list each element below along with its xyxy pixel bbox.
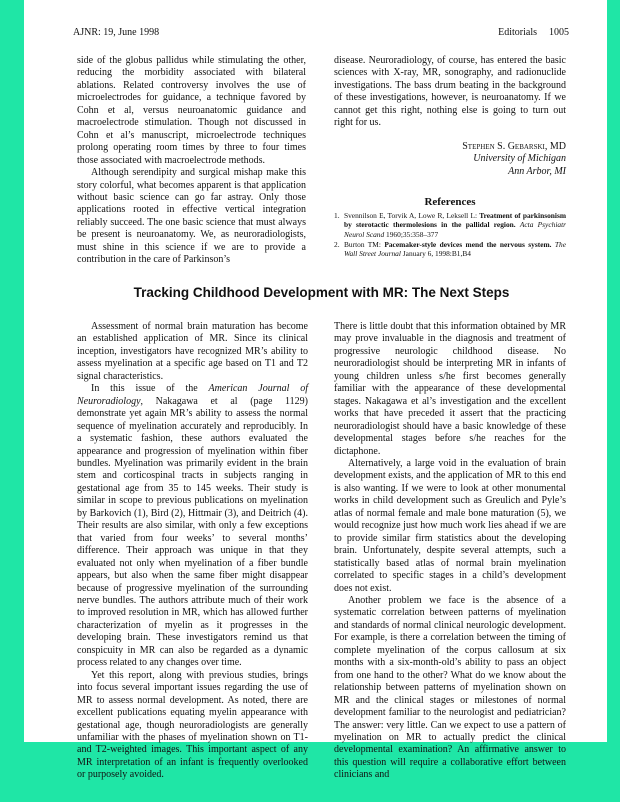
reference-detail: January 6, 1998:B1,B4 <box>402 249 471 259</box>
paragraph: side of the globus pallidus while stimulating the other, reducing the morbidity associated with bilateral ablations. Related controversy involves the use of microelectrodes for guidance, a technique favored by Cohn et al, versus neuroanatomic guidance and macroelectrode stimulation. Though not discussed in Cohn et al’s manuscript, microelectrode techniques prolong operating room times by three to four times those associated with macroelectrode methods. <box>77 55 306 166</box>
article-title: Tracking Childhood Development with MR: The Next Steps <box>133 285 510 300</box>
paragraph: Yet this report, along with previous studies, brings into focus several important issues regarding the use of MR to assess normal development. As noted, there are excellent publications equating myelin appearance with gestational age, though neuroradiologists are generally unfamiliar with the phases of myelination shown on T1- and T2-weighted images. This important aspect of any MR interpretation of an infant is frequently overlooked or purposely avoided. <box>77 669 308 781</box>
paragraph: Although serendipity and surgical mishap make this story colorful, what becomes apparent is that application without basic science can go far astray. Only those applications rooted in effective vertical integration reliably succeed. The one basic science that must always be present is neuroanatomy. We, as neuroradiologists, must shine in this science if we are to provide a contribution in the care of Parkinson’s <box>77 167 306 266</box>
reference-title: Pacemaker-style devices mend the nervous system. <box>384 239 552 249</box>
paragraph: disease. Neuroradiology, of course, has entered the basic sciences with X-ray, MR, sonography, and radionuclide investigations. The bass drum beating in the background of these investigations, however, is neuroanatomy. If we cannot get this right, nothing else is going to turn out right for us. <box>334 55 566 129</box>
article-column-2 <box>334 321 566 782</box>
journal-citation: AJNR: 19, June 1998 <box>73 27 160 38</box>
reference-text <box>344 211 566 239</box>
reference-number: 2. <box>334 239 340 249</box>
paragraph: Alternatively, a large void in the evaluation of brain development exists, and the application of MR to this end is also wanting. If we were to look at other monumental works in child development such as Greulich and Pyle’s atlas of normal female and male bone maturation (5), we would recognize just how much work lies ahead if we are to provide similar firm statistics about the developing brain. Unfortunately, despite several attempts, such a statistically based atlas of normal brain myelination correlated to specific stages in a child’s development does not exist. <box>334 457 566 594</box>
reference-authors: Burton TM: <box>344 239 381 249</box>
paragraph: There is little doubt that this information obtained by MR may prove invaluable in the diagnosis and treatment of progressive neurologic childhood disease. No neuroradiologist should be interpreting MR in infants of young children unless s/he first becomes generally familiar with the appearance of these developmental stages. Nakagawa et al’s investigation and the excellent works that have preceded it assert that the practicing neuroradiologist should have a basic knowledge of these developmental stages before s/he reaches for the dictaphone. <box>334 321 566 457</box>
article-column-1 <box>77 321 308 782</box>
previous-editorial-column-1 <box>77 55 306 267</box>
reference-detail: 1960;35:358–377 <box>386 229 439 239</box>
page-number: 1005 <box>549 27 569 38</box>
paragraph <box>77 383 308 669</box>
text-run: In this issue of the <box>91 383 209 395</box>
author-signature <box>334 141 566 179</box>
author-name: Stephen S. Gebarski, MD <box>462 140 566 152</box>
header-right <box>486 27 569 39</box>
section-name: Editorials <box>498 27 537 38</box>
reference-item <box>334 240 566 259</box>
references-heading: References <box>424 196 476 208</box>
author-location: Ann Arbor, MI <box>508 165 566 177</box>
reference-item <box>334 211 566 239</box>
references-list <box>334 211 566 259</box>
previous-editorial-column-2 <box>334 55 566 178</box>
paragraph: Assessment of normal brain maturation has become an established application of MR. Since its clinical inception, investigators have recognized MR’s ability to assess myelination at a specific age based on T1 and T2 signal characteristics. <box>77 321 308 382</box>
author-affiliation: University of Michigan <box>473 153 566 165</box>
paragraph: Another problem we face is the absence of a systematic correlation between patterns of myelination and standards of normal clinical neurologic development. For example, is there a correlation between the timing of complete myelination of the corpus callosum at six months with a six-month-old’s ability to pass an object from one hand to the other? What do we know about the relationship between patterns of myelination shown on MR and the clinical stages or milestones of normal development familiar to the neurologist and pediatrician? The answer: very little. Can we expect to use a pattern of myelination on MR to actually predict the clinical developmental examination? An affirmative answer to this question will require a collaborative effort between clinicians and <box>334 594 566 781</box>
reference-number: 1. <box>334 211 340 220</box>
reference-source: The Wall Street Journal <box>344 239 566 259</box>
reference-title: Treatment of parkinsonism by sterotactic thermolesions in the pallidal region. <box>344 211 566 230</box>
text-run: , Nakagawa et al (page 1129) demonstrate yet again MR’s ability to assess the normal sequence of myelination accurately and reproducibly. In a systematic fashion, these authors evaluated the appearance and progression of myelination within fiber bundles. Myelination was primarily evident in the brain stem and corticospinal tracts in subjects ranging in gestational age from 35 to 145 weeks. Their study is similar in scope to previous publications on myelination by Barkovich (1), Bird (2), Hittmair (3), and Deitrich (4). Their results are also similar, with only a few exceptions that varied from four weeks’ to several months’ difference. Their approach was unique in that they evaluated not only when myelination of a fiber bundle appears, but also when the same fiber might disappear because of progressive myelination of the surrounding nerve bundles. The authors attribute much of their work to improved resolution in MR, which has allowed further characterization of myelin as it progresses in the developing brain. These investigators remind us that conspicuity in MR can also be regarded as a dynamic process related to any changes over time. <box>77 395 308 669</box>
journal-name: American Journal of Neuroradiology <box>77 383 308 407</box>
reference-authors: Svennilson E, Torvik A, Lowe R, Leksell L: <box>344 211 478 220</box>
reference-text <box>344 240 566 259</box>
reference-source: Acta Psychiatr Neurol Scand <box>344 220 566 239</box>
